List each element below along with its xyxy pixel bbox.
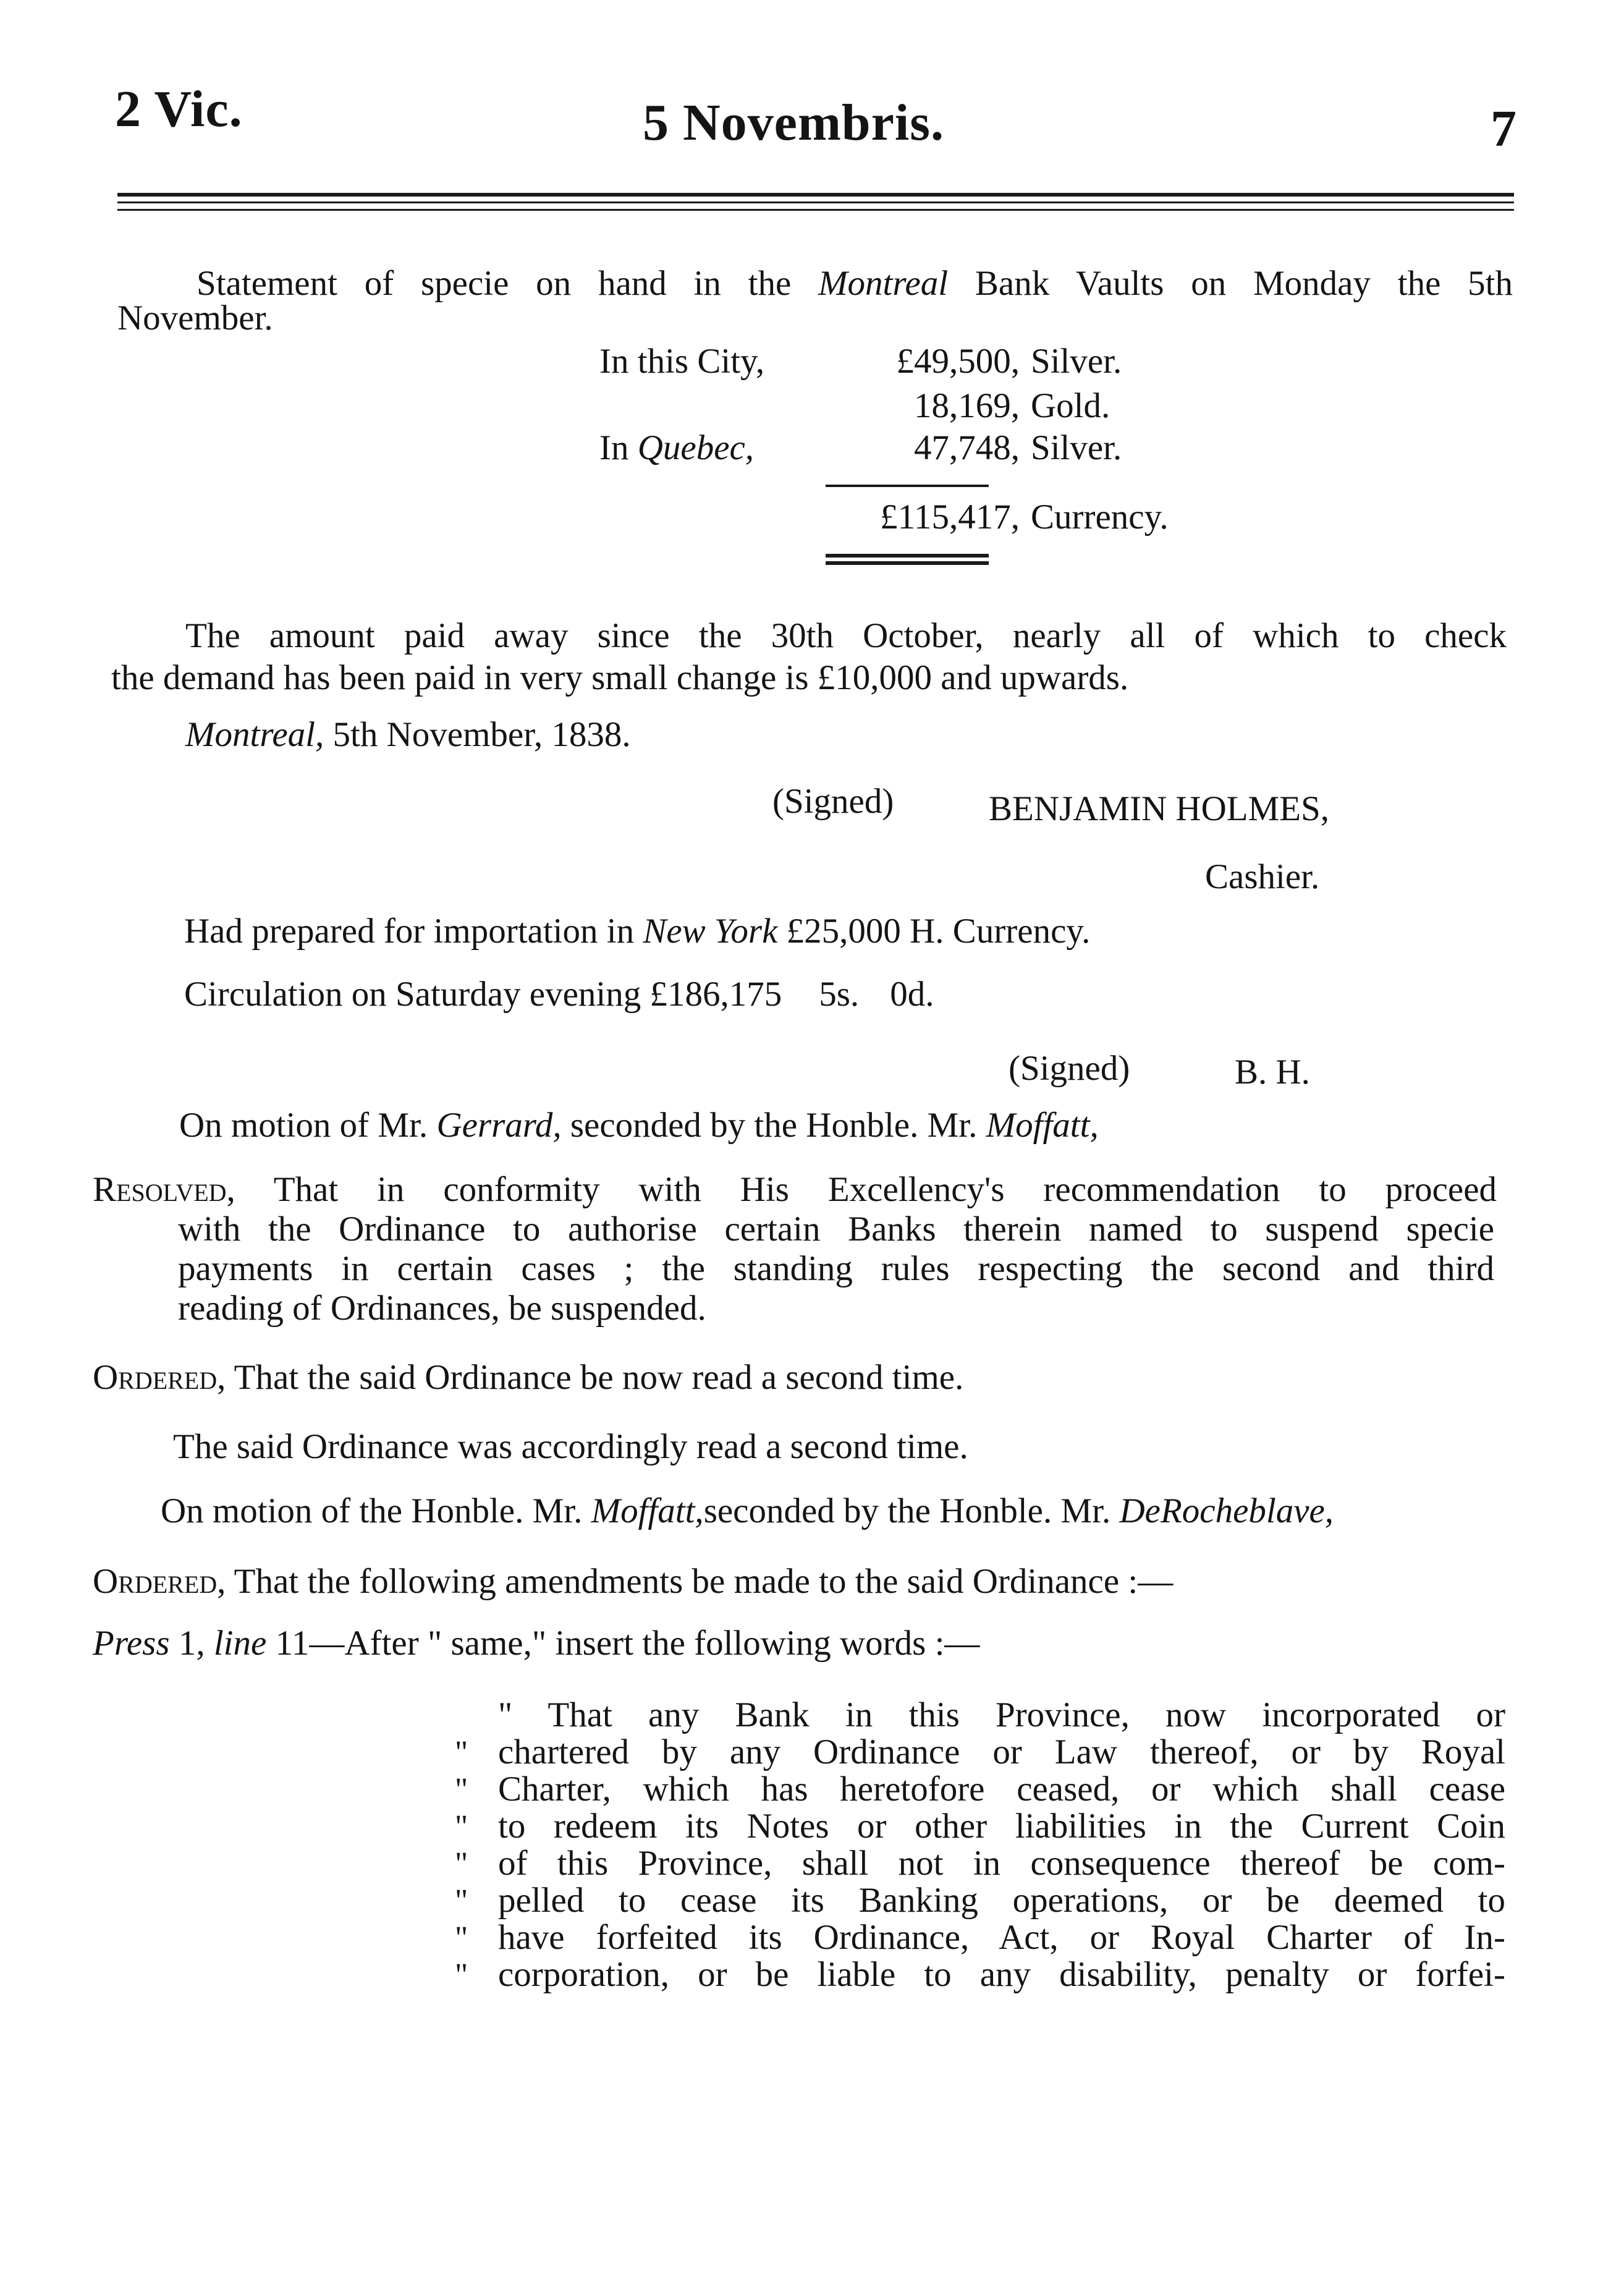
specie-row-gold-kind: Gold.: [1031, 386, 1110, 425]
amendment-line-1: " That any Bank in this Province, now incorporated or: [498, 1695, 1505, 1734]
circulation-line: Circulation on Saturday evening £186,175 5s. 0d.: [184, 975, 934, 1014]
amendment-line-2: chartered by any Ordinance or Law thereof, or by Royal: [498, 1733, 1505, 1771]
statement-line-1: Statement of specie on hand in the Montreal Bank Vaults on Monday the 5th: [197, 264, 1513, 303]
resolved-line-3: payments in certain cases ; the standing rules respecting the second and third: [178, 1249, 1494, 1288]
amendment-line-5: of this Province, shall not in consequence thereof be com-: [498, 1844, 1505, 1883]
motion-1: On motion of Mr. Gerrard, seconded by the Honble. Mr. Moffatt,: [179, 1106, 1099, 1145]
specie-row-quebec-amount: 47,748,: [914, 428, 1020, 467]
quote-mark-3: ": [455, 1772, 468, 1807]
specie-total-kind: Currency.: [1031, 498, 1169, 537]
specie-row-city-kind: Silver.: [1031, 342, 1122, 381]
amendment-line-3: Charter, which has heretofore ceased, or which shall cease: [498, 1770, 1505, 1809]
press-line: Press 1, line 11—After " same," insert the following words :—: [93, 1624, 980, 1663]
resolved-line-4: reading of Ordinances, be suspended.: [178, 1289, 706, 1328]
quote-mark-2: ": [455, 1735, 468, 1770]
header-date: 5 Novembris.: [643, 94, 944, 151]
read-second-time: The said Ordinance was accordingly read a second time.: [173, 1427, 968, 1466]
specie-row-gold-amount: 18,169,: [914, 386, 1020, 425]
quote-mark-4: ": [455, 1809, 468, 1844]
dateline: Montreal, 5th November, 1838.: [185, 715, 631, 754]
resolved-line-2: with the Ordinance to authorise certain Banks therein named to suspend specie: [178, 1210, 1494, 1249]
amendment-line-7: have forfeited its Ordinance, Act, or Royal Charter of In-: [498, 1918, 1505, 1957]
amount-paid-line-1: The amount paid away since the 30th October, nearly all of which to check: [185, 616, 1507, 655]
ordered-2: Ordered, That the following amendments be made to the said Ordinance :—: [93, 1562, 1174, 1601]
specie-row-city-place: In this City,: [599, 342, 765, 381]
specie-row-quebec-kind: Silver.: [1031, 428, 1122, 467]
header-rule-thin-2: [117, 209, 1514, 211]
total-double-rule-1: [826, 554, 989, 558]
page-number: 7: [1491, 100, 1517, 158]
quote-mark-7: ": [455, 1920, 468, 1956]
signatory-name: BENJAMIN HOLMES,: [989, 789, 1330, 828]
header-rule-thick: [117, 193, 1514, 197]
quote-mark-8: ": [455, 1958, 468, 1993]
signatory-initials: B. H.: [1235, 1053, 1310, 1092]
sum-rule: [826, 485, 989, 487]
specie-total-amount: £115,417,: [880, 498, 1020, 537]
amendment-line-4: to redeem its Notes or other liabilities in the Current Coin: [498, 1807, 1505, 1846]
quote-mark-6: ": [455, 1883, 468, 1919]
total-double-rule-2: [826, 561, 989, 565]
statement-line-2: November.: [117, 299, 273, 337]
specie-row-quebec-place: In Quebec,: [599, 428, 755, 467]
amount-paid-line-2: the demand has been paid in very small change is £10,000 and upwards.: [111, 658, 1129, 697]
signatory-title: Cashier.: [1205, 857, 1320, 896]
header-regnal-year: 2 Vic.: [115, 80, 243, 138]
quote-mark-5: ": [455, 1846, 468, 1881]
importation-line: Had prepared for importation in New York £25,000 H. Currency.: [184, 912, 1091, 951]
amendment-line-8: corporation, or be liable to any disability, penalty or forfei-: [498, 1955, 1505, 1994]
signed-label-1: (Signed): [772, 782, 894, 821]
header-rule-thin: [117, 201, 1514, 203]
signed-label-2: (Signed): [1009, 1049, 1130, 1088]
ordered-1: Ordered, That the said Ordinance be now read a second time.: [93, 1358, 964, 1397]
amendment-line-6: pelled to cease its Banking operations, or be deemed to: [498, 1881, 1505, 1920]
motion-2: On motion of the Honble. Mr. Moffatt,seconded by the Honble. Mr. DeRocheblave,: [161, 1491, 1334, 1530]
specie-row-city-amount: £49,500,: [896, 342, 1020, 381]
resolved-line-1: Resolved, That in conformity with His Excellency's recommendation to proceed: [93, 1170, 1497, 1209]
